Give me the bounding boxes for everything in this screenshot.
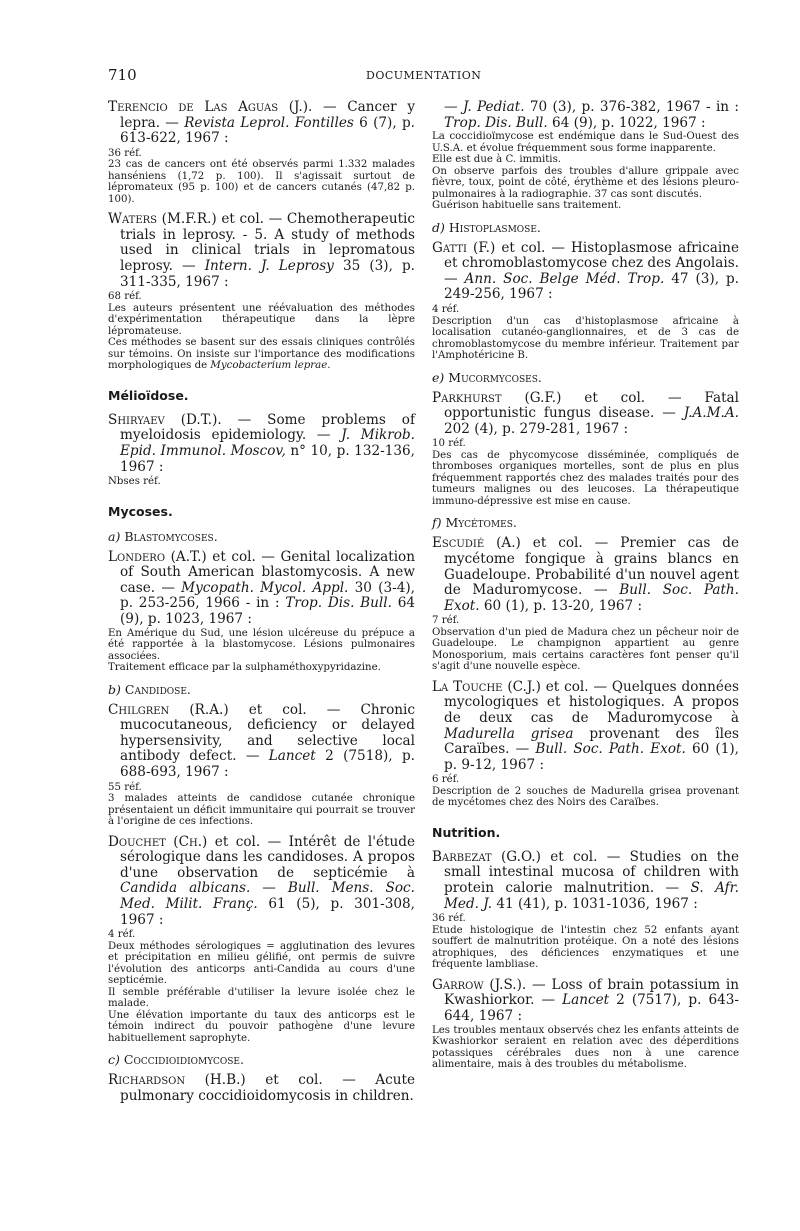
entry-authors: Shiryaev (D.T.). <box>108 411 222 428</box>
entry-pub: 2 (7517), p. 643-644, 1967 : <box>444 992 739 1024</box>
bib-entry <box>108 100 415 205</box>
bib-entry <box>108 413 415 488</box>
entry-refs: 10 réf. <box>432 438 466 450</box>
entry-title: et col. — Acute pulmonary coccidioidomycosis in children. <box>120 1072 416 1104</box>
entry-pub: 2 (7518), p. 688-693, 1967 : <box>120 748 415 780</box>
entry-authors: Chilgren (R.A.) <box>108 701 229 718</box>
entry-pub: 6 (7), p. 613-622, 1967 : <box>120 114 415 147</box>
entry-journal: S. Afr. Med. J. <box>444 880 740 912</box>
subsection-heading: b) Candidose. <box>108 681 191 697</box>
entry-pub: 35 (3), p. 311-335, 1967 : <box>120 258 415 290</box>
entry-abstract: La coccidioïmycose est endémique dans le Sud-Ouest des U.S.A. et évolue fréquemment sous forme inapparente. <box>432 131 739 154</box>
entry-journal: Bull. Soc. Path. Exot. <box>444 582 739 614</box>
entry-authors: Barbezat (G.O.) <box>432 848 541 865</box>
entry-authors: Terencio de Las Aguas (J.). <box>108 99 313 115</box>
entry-refs: 36 réf. <box>108 147 142 159</box>
entry-journal: J.A.M.A. <box>683 405 739 422</box>
entry-authors: Garrow (J.S.). <box>432 976 527 993</box>
entry-pub: 47 (3), p. 249-256, 1967 : <box>444 270 739 303</box>
entry-title: et col. — Genital localization of South American blastomycosis. A new case. — <box>120 548 415 596</box>
entry-journal: — J. Pediat. <box>444 99 525 115</box>
entry-pub: 41 (41), p. 1031-1036, 1967 : <box>492 895 698 912</box>
entry-authors: Gatti (F.) <box>432 239 496 256</box>
entry-abstract: Observation d'un pied de Madura chez un pêcheur noir de Guadeloupe. Le champignon appartient au genre Monosporium, mais certains caractères font penser qu'il s'agit d'une nouvelle espèce. <box>432 626 739 673</box>
entry-journal: Ann. Soc. Belge Méd. Trop. <box>464 270 665 287</box>
entry-title: — Cancer y lepra. — <box>120 99 415 131</box>
bib-entry <box>432 391 739 508</box>
entry-pub: 60 (1), p. 9-12, 1967 : <box>444 741 739 773</box>
entry-title: provenant des îles Caraïbes. — <box>444 725 739 758</box>
entry-authors: Richardson (H.B.) <box>108 1072 246 1089</box>
right-column <box>432 100 739 1078</box>
entry-abstract: Etude histologique de l'intestin chez 52 enfants ayant souffert de malnutrition protéique. On a noté des lésions atrophiques, des déficiences enzymatiques et une fréquente lambliase. <box>432 924 739 971</box>
entry-abstract: Les troubles mentaux observés chez les enfants atteints de Kwashiorkor seraient en relation avec des déperditions potassiques cérébrales dues non à une carence alimentaire, mais à des troubles du métabolisme. <box>432 1024 739 1071</box>
bib-entry <box>432 241 739 362</box>
entry-journal: Lancet <box>562 992 610 1009</box>
entry-journal: Trop. Dis. Bull. <box>285 595 392 612</box>
entry-authors: La Touche (C.J.) <box>432 678 541 695</box>
entry-refs: 36 réf. <box>432 913 466 925</box>
entry-pub: 64 (9), p. 1023, 1967 : <box>120 595 416 627</box>
page-number: 710 <box>108 66 137 84</box>
entry-authors: Waters (M.F.R.) <box>108 211 217 228</box>
entry-pub: 70 (3), p. 376-382, 1967 - in : <box>524 99 739 115</box>
section-heading: Mélioïdose. <box>108 387 189 403</box>
entry-title: et col. — Premier cas de mycétome fongique à grains blancs en Guadeloupe. Probabilité d'un nouvel agent de Maduromycose. — <box>444 535 740 599</box>
entry-authors: Londero (A.T.) <box>108 548 207 565</box>
entry-journal: Bull. Mens. Soc. Med. Milit. Franç. <box>120 880 415 912</box>
entry-abstract: 3 malades atteints de candidose cutanée chronique présentaient un déficit immunitaire qui pourrait se trouver à l'origine de ces infections. <box>108 793 415 828</box>
entry-abstract: Description d'un cas d'histoplasmose africaine à localisation cutanéo-ganglionnaires, et de 3 cas de chromoblastomycose du membre inférieur. Traitement par l'Amphotéricine B. <box>432 315 739 362</box>
entry-pub: 61 (5), p. 301-308, 1967 : <box>120 895 415 928</box>
entry-refs: Nbses réf. <box>108 476 161 488</box>
entry-abstract: Deux méthodes sérologiques = agglutination des levures et précipitation en milieu gélifié, ont permis de suivre l'évolution des anticorps anti-Candida au cours d'une septicémie. <box>108 940 415 987</box>
entry-abstract: On observe parfois des troubles d'allure grippale avec fièvre, toux, point de côté, érythème et des lésions pleuro-pulmonaires à la radiographie. 37 cas sont discutés. <box>432 165 739 200</box>
section-heading: Nutrition. <box>432 824 501 840</box>
entry-abstract: Traitement efficace par la sulphaméthoxypyridazine. <box>108 662 381 674</box>
entry-authors: Douchet (Ch.) <box>108 833 208 850</box>
entry-title: et col. — Fatal opportunistic fungus disease. — <box>444 389 739 422</box>
entry-title-italic: Candida albicans. <box>120 880 251 897</box>
subsection-heading: e) Mucormycoses. <box>432 369 542 385</box>
entry-abstract: Elle est due à C. immitis. <box>432 154 562 166</box>
running-title: DOCUMENTATION <box>366 69 482 82</box>
entry-refs: 6 réf. <box>432 774 460 786</box>
section-heading: Mycoses. <box>108 503 173 519</box>
entry-pub: 30 (3-4), p. 253-256, 1966 - in : <box>120 579 415 612</box>
entry-pub: 60 (1), p. 13-20, 1967 : <box>479 597 643 614</box>
entry-journal: Intern. J. Leprosy <box>204 258 334 275</box>
bib-entry <box>108 212 415 371</box>
entry-pub: 64 (9), p. 1022, 1967 : <box>547 114 706 131</box>
entry-title: — <box>250 880 288 897</box>
entry-title: et col. — Studies on the small intestinal mucosa of children with protein calorie malnutrition. — <box>444 848 739 897</box>
bib-entry <box>432 850 739 971</box>
entry-abstract: Les auteurs présentent une réévaluation des méthodes d'expérimentation thérapeutique dans la lèpre lépromateuse. <box>108 302 415 337</box>
bib-entry-continued <box>432 100 739 212</box>
entry-refs: 4 réf. <box>432 304 460 316</box>
entry-title: — Some problems of myeloidosis epidemiology. — <box>120 411 415 444</box>
entry-journal: J. Mikrob. Epid. Immunol. Moscov, <box>120 427 415 459</box>
entry-journal: Revista Leprol. Fontilles <box>184 114 354 131</box>
bib-entry <box>108 703 415 828</box>
entry-title-italic: Madurella grisea <box>444 725 574 742</box>
left-column <box>108 100 415 1111</box>
bib-entry <box>108 835 415 1045</box>
entry-title: et col. — Intérêt de l'étude sérologique dans les candidoses. A propos d'une observation de septicémie à <box>120 833 415 881</box>
subsection-heading: d) Histoplasmose. <box>432 219 541 235</box>
entry-abstract: Ces méthodes se basent sur des essais cliniques contrôlés sur témoins. On insiste sur l'importance des modifications morphologiques de <box>108 337 415 372</box>
bib-entry <box>432 978 739 1071</box>
entry-authors: Escudié (A.) <box>432 535 521 552</box>
bib-entry <box>108 1073 415 1104</box>
entry-title: et col. — Chronic mucocutaneous, deficiency or delayed hypersensivity, and selective local antibody defect. — <box>120 701 415 765</box>
bib-entry <box>432 680 739 809</box>
entry-refs: 68 réf. <box>108 291 142 303</box>
entry-abstract-italic: Mycobacterium leprae. <box>210 360 331 372</box>
entry-refs: 55 réf. <box>108 781 142 793</box>
entry-abstract: Description de 2 souches de Madurella grisea provenant de mycétomes chez des Noirs des Caraïbes. <box>432 785 739 809</box>
entry-abstract: Guérison habituelle sans traitement. <box>432 200 622 212</box>
entry-refs: 4 réf. <box>108 929 136 941</box>
entry-pub: n° 10, p. 132-136, 1967 : <box>120 442 415 475</box>
entry-abstract: Des cas de phycomycose disséminée, compliqués de thromboses organiques mortelles, sont de plus en plus fréquemment rapportés chez des malades traités pour des tumeurs malignes ou des leucoses. La thérapeutique immuno-dépressive est mise en cause. <box>432 449 739 507</box>
subsection-heading: a) Blastomycoses. <box>108 528 218 544</box>
entry-authors: Parkhurst (G.F.) <box>432 389 562 406</box>
entry-refs: 7 réf. <box>432 615 460 627</box>
entry-journal: Trop. Dis. Bull. <box>444 114 548 131</box>
bib-entry <box>108 550 415 674</box>
entry-title: et col. — Quelques données mycologiques et histologiques. A propos de deux cas de Maduromycose à <box>444 678 739 726</box>
entry-journal: Lancet <box>268 748 316 765</box>
entry-abstract: Une élévation importante du taux des anticorps est le témoin indirect du pouvoir pathogène d'une levure habituellement saprophyte. <box>108 1009 415 1044</box>
entry-abstract: 23 cas de cancers ont été observés parmi 1.332 malades hanséniens (1,72 p. 100). Il s'agissait surtout de lépromateux (95 p. 100) et de cancers cutanés (47,82 p. 100). <box>108 159 415 205</box>
entry-pub: 202 (4), p. 279-281, 1967 : <box>444 420 629 437</box>
entry-journal: Mycopath. Mycol. Appl. <box>181 579 349 596</box>
entry-title: et col. — Histoplasmose africaine et chromoblastomycose chez des Angolais. — <box>444 239 739 287</box>
entry-journal: Bull. Soc. Path. Exot. <box>535 741 686 758</box>
entry-title: et col. — Chemotherapeutic trials in leprosy. - 5. A study of methods used in clinical trials in lepromatous leprosy. — <box>120 211 415 275</box>
entry-abstract: Il semble préférable d'utiliser la levure isolée chez le malade. <box>108 986 415 1010</box>
entry-abstract: En Amérique du Sud, une lésion ulcéreuse du prépuce a été rapportée à la blastomycose. Lésions pulmonaires associées. <box>108 627 415 662</box>
page-header <box>108 66 708 86</box>
entry-title: — Loss of brain potassium in Kwashiorkor. — <box>444 976 740 1009</box>
subsection-heading: c) Coccidioidiomycose. <box>108 1052 244 1068</box>
bib-entry <box>432 536 739 672</box>
subsection-heading: f) Mycétomes. <box>432 515 517 531</box>
